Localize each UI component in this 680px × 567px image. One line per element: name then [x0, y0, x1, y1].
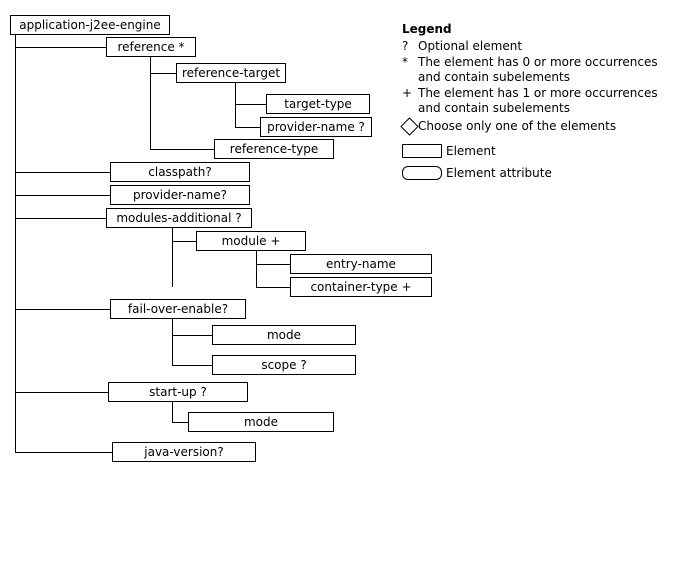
node-label: provider-name ?	[267, 120, 365, 134]
node-scope[interactable]	[212, 355, 356, 375]
asterisk-icon: *	[402, 55, 408, 69]
connector-line	[172, 228, 173, 287]
node-container-type[interactable]	[290, 277, 432, 297]
node-label: fail-over-enable?	[127, 302, 229, 316]
node-fail-over-enable[interactable]	[110, 299, 246, 319]
connector-line	[15, 309, 110, 310]
legend	[402, 22, 672, 185]
node-label: reference-type	[229, 142, 319, 156]
plus-icon: +	[402, 86, 413, 100]
attribute-box-icon	[402, 166, 446, 184]
connector-line	[15, 47, 106, 48]
legend-item-zero-or-more	[402, 55, 672, 85]
connector-line	[235, 104, 266, 105]
node-label: start-up ?	[149, 385, 207, 399]
element-box-icon	[402, 144, 446, 162]
node-mode-2[interactable]	[188, 412, 334, 432]
node-label: java-version?	[144, 445, 224, 459]
node-label: module +	[221, 234, 281, 248]
node-start-up[interactable]	[108, 382, 248, 402]
legend-item-label: Choose only one of the elements	[418, 119, 617, 133]
node-classpath[interactable]	[110, 162, 250, 182]
connector-line	[172, 241, 196, 242]
question-mark-icon: ?	[402, 39, 409, 53]
connector-line	[15, 35, 16, 452]
node-label: container-type +	[310, 280, 412, 294]
node-mode-1[interactable]	[212, 325, 356, 345]
connector-line	[256, 264, 290, 265]
node-label: scope ?	[261, 358, 307, 372]
legend-item-element	[402, 144, 672, 162]
node-label: classpath?	[148, 165, 212, 179]
legend-title: Legend	[402, 22, 452, 36]
node-target-type[interactable]	[266, 94, 370, 114]
node-reference-type[interactable]	[214, 139, 334, 159]
legend-item-label: Element attribute	[446, 166, 552, 180]
connector-line	[15, 392, 108, 393]
connector-line	[15, 195, 110, 196]
connector-line	[15, 172, 110, 173]
node-label: modules-additional ?	[116, 211, 242, 225]
node-module[interactable]	[196, 231, 306, 251]
node-label: entry-name	[326, 257, 396, 271]
connector-line	[150, 57, 151, 149]
node-reference[interactable]	[106, 37, 196, 57]
node-label: mode	[266, 328, 302, 342]
node-label: mode	[243, 415, 279, 429]
node-label: target-type	[284, 97, 352, 111]
connector-line	[256, 287, 290, 288]
node-label: application-j2ee-engine	[19, 18, 161, 32]
legend-item-label: Element	[446, 144, 496, 158]
node-provider-name[interactable]	[110, 185, 250, 205]
node-java-version[interactable]	[112, 442, 256, 462]
legend-item-label: The element has 0 or more occurrences and contain subelements	[418, 55, 658, 84]
connector-line	[172, 365, 212, 366]
node-modules-additional[interactable]	[106, 208, 252, 228]
connector-line	[172, 402, 173, 422]
connector-line	[235, 127, 260, 128]
legend-item-optional	[402, 39, 672, 54]
connector-line	[235, 83, 236, 127]
connector-line	[256, 251, 257, 287]
node-provider-name-q[interactable]	[260, 117, 372, 137]
legend-item-choice	[402, 117, 672, 138]
node-application-j2ee-engine[interactable]	[10, 15, 170, 35]
node-label: reference *	[117, 40, 185, 54]
legend-item-attribute	[402, 166, 672, 184]
legend-item-label: The element has 1 or more occurrences and contain subelements	[418, 86, 658, 115]
connector-line	[15, 452, 112, 453]
connector-line	[172, 422, 188, 423]
connector-line	[15, 218, 106, 219]
legend-item-label: Optional element	[418, 39, 523, 53]
diamond-icon	[402, 117, 418, 138]
connector-line	[150, 73, 176, 74]
connector-line	[172, 335, 212, 336]
node-label: reference-target	[181, 66, 281, 80]
node-reference-target[interactable]	[176, 63, 286, 83]
node-label: provider-name?	[133, 188, 227, 202]
connector-line	[150, 149, 214, 150]
legend-item-one-or-more	[402, 86, 672, 116]
node-entry-name[interactable]	[290, 254, 432, 274]
connector-line	[172, 319, 173, 365]
